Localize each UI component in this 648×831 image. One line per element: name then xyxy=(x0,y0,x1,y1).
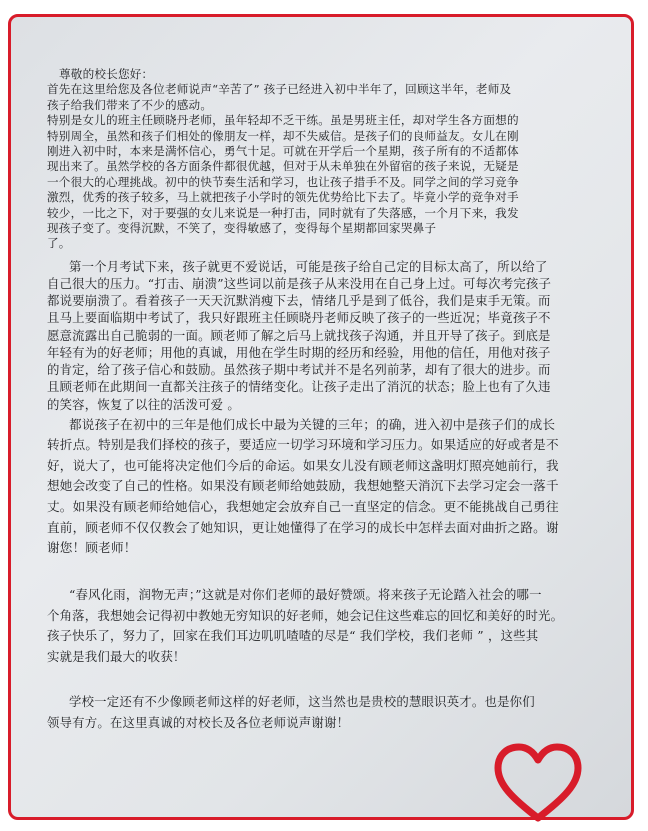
text-line: 直前，顾老师不仅仅教会了她知识，更让她懂得了在学习的成长中怎样去面对曲折之路。谢 xyxy=(47,519,559,535)
paragraph-4 xyxy=(47,585,617,668)
text-line: 都说要崩溃了。看着孩子一天天沉默消瘦下去，情绪几乎是到了低谷，我们是束手无策。而 xyxy=(47,293,551,309)
text-line: 个角落，我想她会记得初中教她无穷知识的好老师，她会记住这些难忘的回忆和美好的时光。 xyxy=(47,607,564,623)
text-line: 愿意流露出自己脆弱的一面。顾老师了解之后马上就找孩子沟通，并且开导了孩子。到底是 xyxy=(47,327,551,343)
paragraph-5 xyxy=(47,692,617,734)
text-line: “春风化雨，润物无声；”这就是对你们老师的最好赞颂。将来孩子无论踏入社会的哪一 xyxy=(69,586,542,602)
text-line: 的肯定，给了孩子信心和鼓励。虽然孩子期中考试并不是名列前茅，却有了很大的进步。而 xyxy=(47,362,551,378)
text-line: 孩子给我们带来了不少的感动。 xyxy=(47,97,213,112)
text-line: 一个很大的心理挑战。初中的快节奏生活和学习，也让孩子措手不及。同学之间的学习竞争 xyxy=(47,174,519,189)
text-line: 了。 xyxy=(47,236,71,251)
greeting: 尊敬的校长您好： xyxy=(59,67,154,81)
text-line: 孩子快乐了，努力了，回家在我们耳边叽叽喳喳的尽是“ 我们学校，我们老师 ” ，这些其 xyxy=(47,628,539,644)
text-line: 想她会改变了自己的性格。如果没有顾老师给她鼓励，我想她整天消沉下去学习定会一落千 xyxy=(47,478,559,494)
text-line: 学校一定还有不少像顾老师这样的好老师，这当然也是贵校的慧眼识英才。也是你们 xyxy=(69,694,535,710)
paragraph-2 xyxy=(47,258,617,413)
paragraph-1 xyxy=(47,113,617,252)
text-line: 首先在这里给您及各位老师说声“辛苦了” 孩子已经进入初中半年了，回顾这半年，老师及 xyxy=(47,82,512,97)
text-line: 且顾老师在此期间一直都关注孩子的情绪变化。让孩子走出了消沉的状态；脸上也有了久违 xyxy=(47,379,551,395)
heart-icon xyxy=(492,742,584,824)
text-line: 特别周全，虽然和孩子们相处的像朋友一样，却不失威信。是孩子们的良师益友。女儿在刚 xyxy=(47,128,519,143)
text-line: 自己很大的压力。“打击、崩溃”这些词以前是孩子从来没用在自己身上过。可每次考完孩子 xyxy=(47,276,552,292)
text-line: 且马上要面临期中考试了，我只好跟班主任顾晓丹老师反映了孩子的一些近况；毕竟孩子不 xyxy=(47,310,551,326)
text-line: 领导有方。在这里真诚的对校长及各位老师说声谢谢！ xyxy=(47,714,350,730)
text-line: 实就是我们最大的收获！ xyxy=(47,649,186,665)
text-line: 丈。如果没有顾老师给她信心，我想她定会放弃自己一直坚定的信念。更不能挑战自己勇往 xyxy=(47,499,559,515)
text-line: 转折点。特别是我们择校的孩子，要适应一切学习环境和学习压力。如果适应的好或者是不 xyxy=(47,437,559,453)
text-line: 第一个月考试下来，孩子就更不爱说话，可能是孩子给自己定的目标太高了，所以给了 xyxy=(69,258,548,274)
text-line: 的笑容，恢复了以往的活泼可爱 。 xyxy=(47,396,240,412)
text-line: 现出来了。虽然学校的各方面条件都很优越，但对于从未单独在外留宿的孩子来说，无疑是 xyxy=(47,159,519,174)
text-line: 现孩子变了。变得沉默，不笑了，变得敏感了，变得每个星期都回家哭鼻子 xyxy=(47,221,437,236)
intro-paragraph xyxy=(47,82,617,113)
letter-body xyxy=(47,67,617,734)
text-line: 特别是女儿的班主任顾晓丹老师，虽年轻却不乏干练。虽是男班主任，却对学生各方面想的 xyxy=(47,113,519,128)
text-line: 都说孩子在初中的三年是他们成长中最为关键的三年；的确，进入初中是孩子们的成长 xyxy=(69,416,556,432)
text-line: 刚进入初中时，本来是满怀信心，勇气十足。可就在开学后一个星期，孩子所有的不适都体 xyxy=(47,144,519,159)
text-line: 激烈，优秀的孩子较多，马上就把孩子小学时的领先优势给比下去了。毕竟小学的竞争对手 xyxy=(47,190,519,205)
text-line: 好，说大了，也可能将决定他们今后的命运。如果女儿没有顾老师这盏明灯照亮她前行，我 xyxy=(47,457,559,473)
photo-frame xyxy=(8,14,634,820)
text-line: 谢您！顾老师！ xyxy=(47,540,137,556)
text-line: 年轻有为的好老师；用他的真诚，用他在学生时期的经历和经验，用他的信任，用他对孩子 xyxy=(47,344,551,360)
paragraph-3 xyxy=(47,415,617,559)
text-line: 较少，一比之下，对于要强的女儿来说是一种打击，同时就有了失落感，一个月下来，我发 xyxy=(47,205,519,220)
